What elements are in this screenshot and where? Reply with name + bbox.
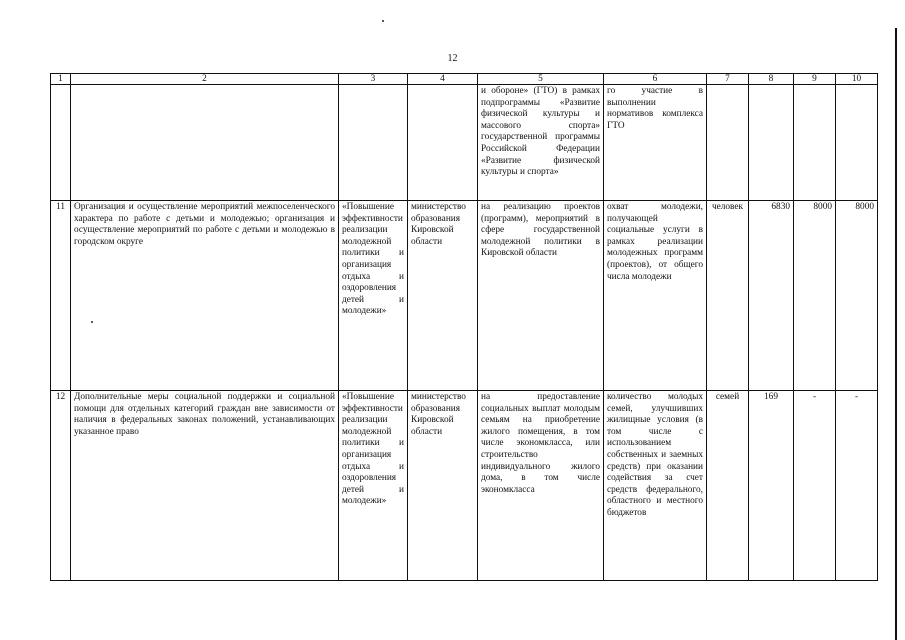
value-col8: 6830 [749, 201, 794, 391]
value-col10: 8000 [836, 201, 878, 391]
col-header: 10 [836, 74, 878, 85]
indicator: го участие в выполнении нормативов комплекса ГТО [604, 85, 707, 201]
subprogram: «Повышение эффективности реализации молодежной политики и организация отдыха и оздоровления детей и молодежи» [339, 201, 408, 391]
col-header: 7 [707, 74, 749, 85]
unit [707, 85, 749, 201]
col-header: 4 [408, 74, 478, 85]
unit: семей [707, 391, 749, 581]
value-col9 [794, 85, 836, 201]
row-number: 12 [51, 391, 71, 581]
col-header: 5 [478, 74, 604, 85]
col-header: 2 [71, 74, 339, 85]
indicator: охват молодежи, получающей социальные услуги в рамках реализации молодежных программ (проектов), от общего числа молодежи [604, 201, 707, 391]
value-col9: - [794, 391, 836, 581]
value-col9: 8000 [794, 201, 836, 391]
unit: человек [707, 201, 749, 391]
header-row [51, 74, 878, 85]
indicator: количество молодых семей, улучшивших жилищные условия (в том числе с использованием собственных и заемных средств) при оказании содействия за счет средств федерального, областного и местного бюджетов [604, 391, 707, 581]
value-col10: - [836, 391, 878, 581]
value-col8: 169 [749, 391, 794, 581]
table-row [51, 391, 878, 581]
page-number: 12 [447, 53, 458, 64]
value-col10 [836, 85, 878, 201]
responsible: министерство образования Кировской области [408, 201, 478, 391]
responsible: министерство образования Кировской области [408, 391, 478, 581]
row-number: 11 [51, 201, 71, 391]
scan-edge-line [895, 28, 897, 640]
purpose: и обороне» (ГТО) в рамках подпрограммы «Развитие физической культуры и массового спорта» государственной программы Российской Федерации «Развитие физической культуры и спорта» [478, 85, 604, 201]
col-header: 9 [794, 74, 836, 85]
speck-top [382, 20, 384, 22]
data-table [50, 73, 878, 581]
table-row [51, 201, 878, 391]
subprogram: «Повышение эффективности реализации молодежной политики и организация отдыха и оздоровления детей и молодежи» [339, 391, 408, 581]
purpose: на реализацию проектов (программ), мероприятий в сфере государственной молодежной политики в Кировской области [478, 201, 604, 391]
col-header: 3 [339, 74, 408, 85]
activity-name: Организация и осуществление мероприятий межпоселенческого характера по работе с детьми и молодежью; организация и осуществление мероприятий по работе с детьми и молодежью в городском округе [71, 201, 339, 391]
purpose: на предоставление социальных выплат молодым семьям на приобретение жилого помещения, в том числе экономкласса, или строительство индивидуального жилого дома, в том числе экономкласса [478, 391, 604, 581]
value-col8 [749, 85, 794, 201]
activity-name: Дополнительные меры социальной поддержки и социальной помощи для отдельных категорий граждан вне зависимости от наличия в федеральных законах положений, устанавливающих указанное право [71, 391, 339, 581]
activity-name [71, 85, 339, 201]
subprogram [339, 85, 408, 201]
col-header: 6 [604, 74, 707, 85]
table-row [51, 85, 878, 201]
col-header: 1 [51, 74, 71, 85]
row-number [51, 85, 71, 201]
col-header: 8 [749, 74, 794, 85]
responsible [408, 85, 478, 201]
